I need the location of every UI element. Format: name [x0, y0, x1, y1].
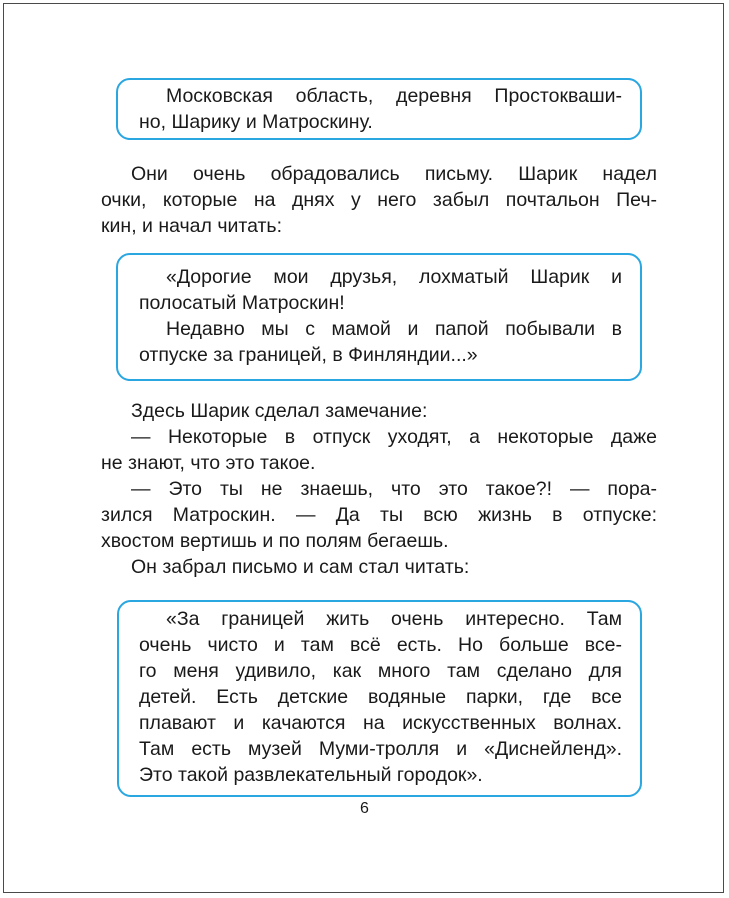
dialogue-line-1: Здесь Шарик сделал замечание: [131, 400, 428, 422]
dialogue-line-5: зился Матроскин. — Да ты всю жизнь в отпуске: [101, 504, 657, 526]
dialogue-line-2: — Некоторые в отпуск уходят, а некоторые даже [131, 426, 657, 448]
letter-2-line-4: детей. Есть детские водяные парки, где все [139, 686, 622, 708]
address-line-2: но, Шарику и Матроскину. [139, 111, 373, 133]
dialogue-line-6: хвостом вертишь и по полям бегаешь. [101, 530, 449, 552]
letter-2-line-5: плавают и качаются на искусственных волнах. [139, 712, 622, 734]
letter-1-line-4: отпуске за границей, в Финляндии...» [139, 344, 478, 366]
letter-2-line-3: го меня удивило, как много там сделано для [139, 660, 622, 682]
paragraph-1-line-3: кин, и начал читать: [101, 215, 283, 237]
dialogue-line-4: — Это ты не знаешь, что это такое?! — пора- [131, 478, 657, 500]
paragraph-1-line-2: очки, которые на днях у него забыл почтальон Печ- [101, 189, 657, 211]
letter-1-line-2: полосатый Матроскин! [139, 292, 345, 314]
letter-1-line-3: Недавно мы с мамой и папой побывали в [166, 318, 622, 340]
dialogue-line-3: не знают, что это такое. [101, 452, 316, 474]
letter-2-line-1: «За границей жить очень интересно. Там [166, 608, 622, 630]
paragraph-1-line-1: Они очень обрадовались письму. Шарик надел [131, 163, 657, 185]
page-number: 6 [360, 800, 369, 817]
letter-2-line-7: Это такой развлекательный городок». [139, 764, 483, 786]
letter-2-line-2: очень чисто и там всё есть. Но больше все- [139, 634, 622, 656]
letter-1-line-1: «Дорогие мои друзья, лохматый Шарик и [166, 266, 622, 288]
dialogue-line-7: Он забрал письмо и сам стал читать: [131, 556, 470, 578]
letter-2-line-6: Там есть музей Муми-тролля и «Диснейленд». [139, 738, 622, 760]
address-line-1: Московская область, деревня Простокваши- [166, 85, 622, 107]
